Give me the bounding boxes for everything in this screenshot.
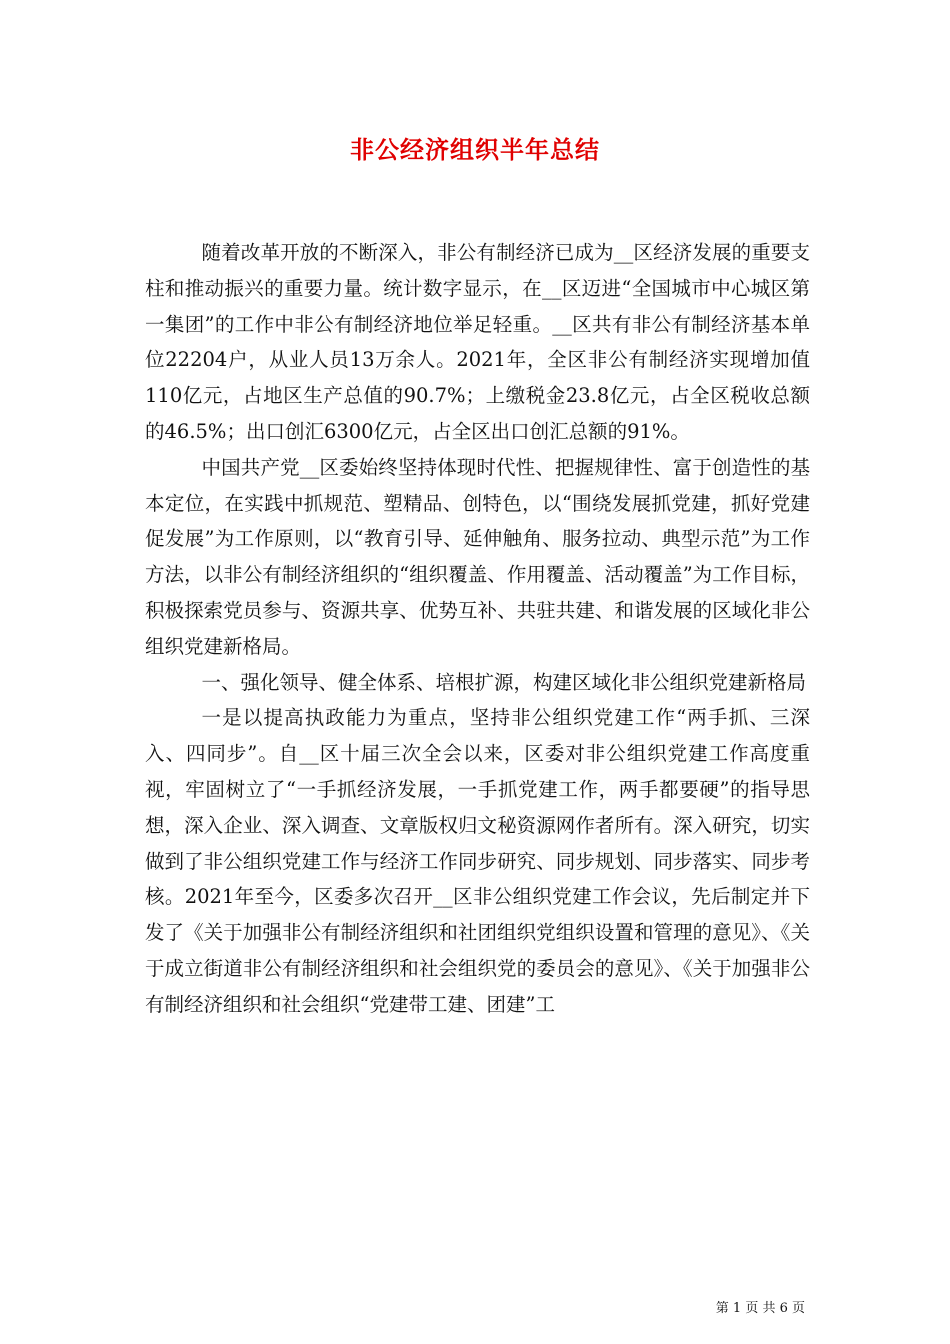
paragraph-point-one: 一是以提高执政能力为重点，坚持非公组织党建工作“两手抓、三深入、四同步”。自__区十届三次全会以来，区委对非公组织党建工作高度重视，牢固树立了“一手抓经济发展，一手抓党建工作，两手都要硬”的指导思想，深入企业、深入调查、文章版权归文秘资源网作者所有。深入研究，切实做到了非公组织党建工作与经济工作同步研究、同步规划、同步落实、同步考核。2021年至今，区委多次召开__区非公组织党建工作会议，先后制定并下发了《关于加强非公有制经济组织和社团组织党组织设置和管理的意见》、《关于成立街道非公有制经济组织和社会组织党的委员会的意见》、《关于加强非公有制经济组织和社会组织“党建带工建、团建”工 — [145, 706, 810, 1016]
document-title: 非公经济组织半年总结 — [350, 135, 600, 164]
paragraph-party-committee: 中国共产党__区委始终坚持体现时代性、把握规律性、富于创造性的基本定位，在实践中抓规范、塑精品、创特色，以“围绕发展抓党建，抓好党建促发展”为工作原则，以“教育引导、延伸触角、服务拉动、典型示范”为工作方法，以非公有制经济组织的“组织覆盖、作用覆盖、活动覆盖”为工作目标，积极探索党员参与、资源共享、优势互补、共驻共建、和谐发展的区域化非公组织党建新格局。 — [145, 455, 810, 658]
document-body — [145, 235, 810, 1023]
section-heading-one: 一、强化领导、健全体系、培根扩源，构建区域化非公组织党建新格局 — [201, 670, 807, 694]
paragraph-intro: 随着改革开放的不断深入，非公有制经济已成为__区经济发展的重要支柱和推动振兴的重要力量。统计数字显示，在__区迈进“全国城市中心城区第一集团”的工作中非公有制经济地位举足轻重。__区共有非公有制经济基本单位22204户，从业人员13万余人。2021年，全区非公有制经济实现增加值110亿元，占地区生产总值的90.7%；上缴税金23.8亿元，占全区税收总额的46.5%；出口创汇6300亿元，占全区出口创汇总额的91%。 — [145, 241, 810, 443]
page-number-footer: 第 1 页 共 6 页 — [715, 1301, 805, 1316]
